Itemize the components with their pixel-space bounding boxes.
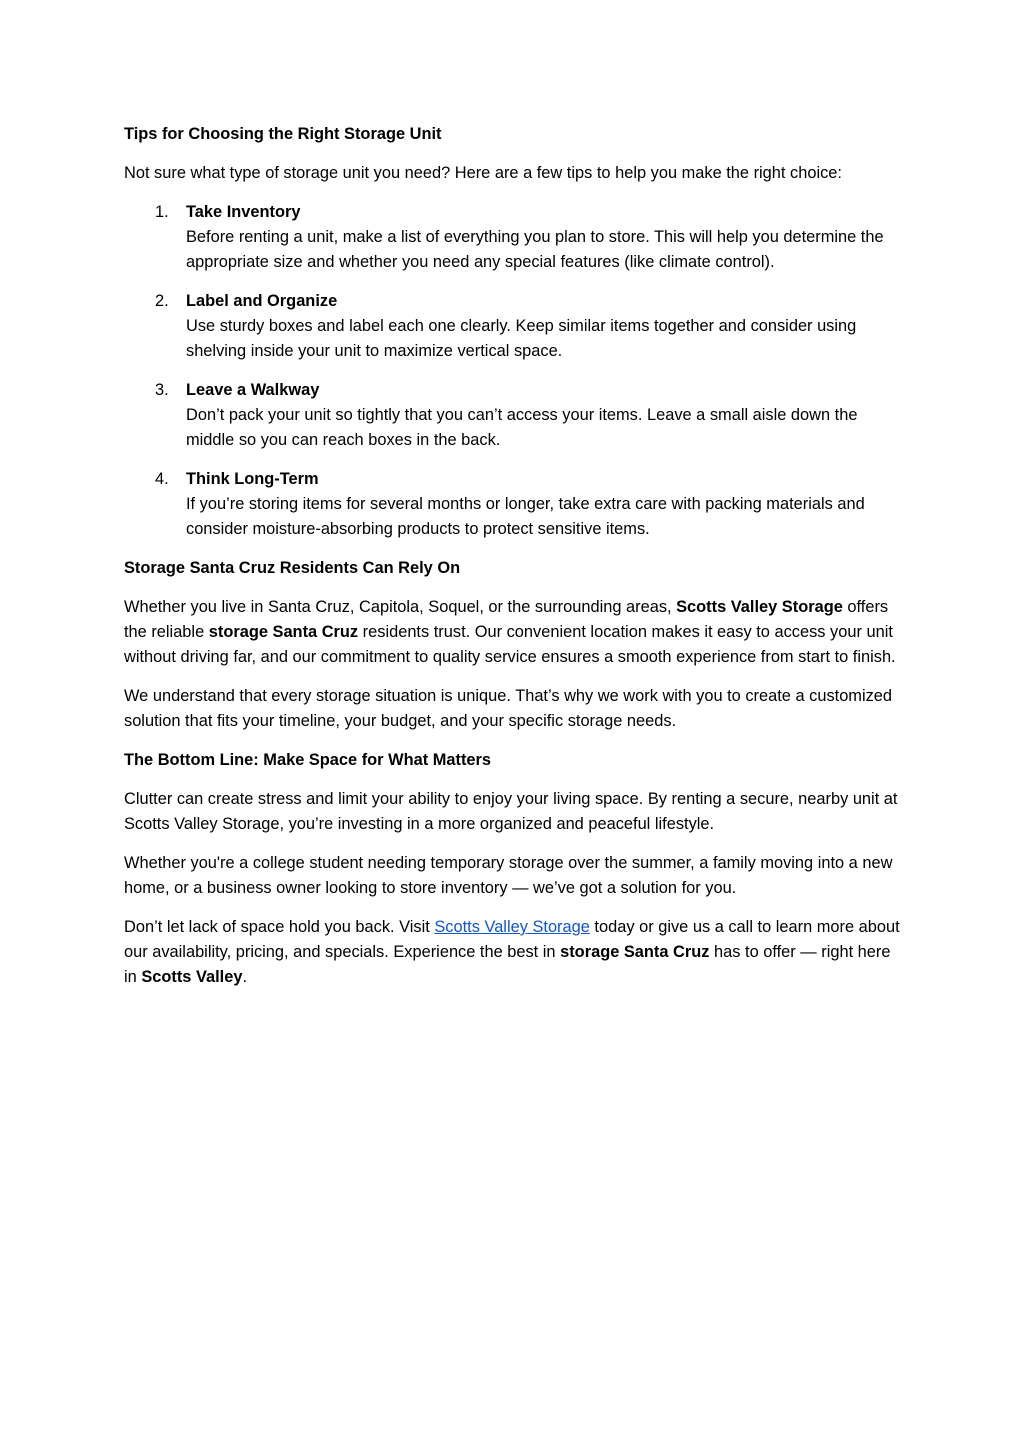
tip-title: Label and Organize: [186, 292, 338, 310]
residents-paragraph-1: [124, 595, 904, 670]
text-run: residents trust. Our convenient location makes it easy to access your unit without driving far, and our commitment to quality service ensures a smooth experience from start to finish.: [124, 623, 896, 666]
bold-keyword: storage Santa Cruz: [208, 623, 359, 641]
text-run: has to offer — right here in: [124, 943, 891, 986]
scotts-valley-storage-link[interactable]: Scotts Valley Storage: [434, 918, 590, 936]
residents-heading: Storage Santa Cruz Residents Can Rely On: [124, 559, 461, 577]
tip-number: 3.: [155, 381, 169, 399]
tips-heading: Tips for Choosing the Right Storage Unit: [124, 125, 442, 143]
residents-paragraph-2: We understand that every storage situation is unique. That’s why we work with you to create a customized solution that fits your timeline, your budget, and your specific storage needs.: [124, 687, 893, 730]
bold-keyword: storage Santa Cruz: [560, 943, 710, 961]
tip-number: 1.: [155, 203, 169, 221]
tips-intro: Not sure what type of storage unit you need? Here are a few tips to help you make the right choice:: [124, 164, 842, 182]
bold-business-name: Scotts Valley Storage: [676, 598, 843, 616]
tip-number: 2.: [155, 292, 169, 310]
bottom-paragraph-2: Whether you're a college student needing temporary storage over the summer, a family moving into a new home, or a business owner looking to store inventory — we’ve got a solution for you.: [124, 854, 893, 897]
text-run: Don’t let lack of space hold you back. Visit: [124, 918, 435, 936]
tip-number: 4.: [155, 470, 169, 488]
tip-body: Don’t pack your unit so tightly that you can’t access your items. Leave a small aisle down the middle so you can reach boxes in the back.: [186, 406, 858, 449]
tip-item: [124, 467, 904, 542]
bottom-line-heading: The Bottom Line: Make Space for What Matters: [124, 751, 492, 769]
tip-item: [124, 289, 904, 364]
bottom-paragraph-3: [124, 915, 904, 990]
tip-body: Before renting a unit, make a list of everything you plan to store. This will help you determine the appropriate size and whether you need any special features (like climate control).: [186, 228, 884, 271]
text-run: today or give us a call to learn more about our availability, pricing, and specials. Experience the best in: [124, 918, 900, 961]
tip-body: If you’re storing items for several months or longer, take extra care with packing materials and consider moisture-absorbing products to protect sensitive items.: [186, 495, 865, 538]
tips-list: [124, 200, 904, 542]
text-run: .: [242, 968, 248, 986]
document-page: [124, 122, 904, 1004]
tip-title: Take Inventory: [186, 203, 301, 221]
tip-item: [124, 378, 904, 453]
tip-body: Use sturdy boxes and label each one clearly. Keep similar items together and consider using shelving inside your unit to maximize vertical space.: [186, 317, 857, 360]
text-run: offers the reliable: [124, 598, 889, 641]
tip-title: Think Long-Term: [186, 470, 319, 488]
tip-item: [124, 200, 904, 275]
text-run: Whether you live in Santa Cruz, Capitola, Soquel, or the surrounding areas,: [124, 598, 677, 616]
tip-title: Leave a Walkway: [186, 381, 320, 399]
bold-location: Scotts Valley: [141, 968, 243, 986]
bottom-paragraph-1: Clutter can create stress and limit your ability to enjoy your living space. By renting a secure, nearby unit at Scotts Valley Storage, you’re investing in a more organized and peaceful lifestyle.: [124, 790, 898, 833]
